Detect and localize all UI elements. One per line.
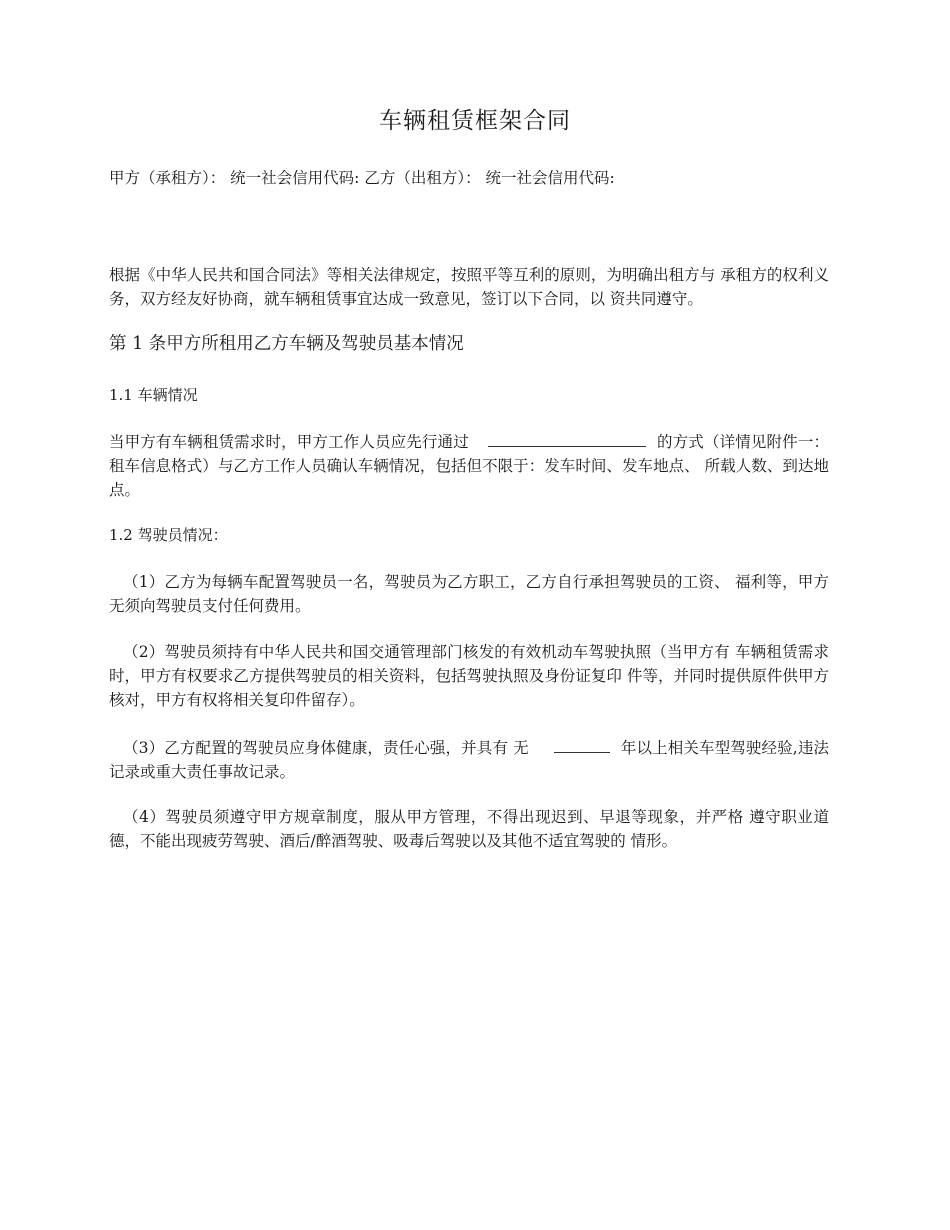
section-1-1-paragraph [109,430,829,502]
section-1-1-heading: 1.1 车辆情况 [109,386,198,404]
driver-item-1: （1）乙方为每辆车配置驾驶员一名，驾驶员为乙方职工，乙方自行承担驾驶员的工资、 福利等，甲方无须向驾驶员支付任何费用。 [109,573,829,615]
article-1-heading: 第 1 条甲方所租用乙方车辆及驾驶员基本情况 [109,334,464,354]
document-title: 车辆租赁框架合同 [379,108,571,134]
driver-item-3-text-before: （3）乙方配置的驾驶员应身体健康，责任心强，并具有 无 [123,739,529,757]
driver-item-4: （4）驾驶员须遵守甲方规章制度，服从甲方管理，不得出现迟到、早退等现象，并严格 遵守职业道德，不能出现疲劳驾驶、酒后/醉酒驾驶、吸毒后驾驶以及其他不适宜驾驶的 情形。 [109,808,829,850]
driver-item-3 [109,736,829,784]
section-1-1-text-after: 的方式（详情见附件一：租车信息格式）与乙方工作人员确认车辆情况，包括但不限于：发车时间、发车地点、 所载人数、到达地点。 [109,433,829,499]
section-1-2-heading: 1.2 驾驶员情况： [109,526,228,544]
section-1-1-text-before: 当甲方有车辆租赁需求时，甲方工作人员应先行通过 [109,433,469,451]
years-blank-field [554,736,610,753]
driver-item-2: （2）驾驶员须持有中华人民共和国交通管理部门核发的有效机动车驾驶执照（当甲方有 车辆租赁需求时，甲方有权要求乙方提供驾驶员的相关资料，包括驾驶执照及身份证复印 件等，并同时提供原件供甲方核对，甲方有权将相关复印件留存）。 [109,643,829,709]
parties-line: 甲方（承租方）： 统一社会信用代码: 乙方（出租方）： 统一社会信用代码: [109,169,615,187]
preamble-paragraph: 根据《中华人民共和国合同法》等相关法律规定，按照平等互利的原则，为明确出租方与 承租方的权利义务，双方经友好协商，就车辆租赁事宜达成一致意见，签订以下合同，以 资共同遵守。 [109,266,829,308]
driver-item-3-text-after: 年以上相关车型驾驶经验,违法记录或重大责任事故记录。 [109,739,829,781]
method-blank-field [488,430,646,447]
